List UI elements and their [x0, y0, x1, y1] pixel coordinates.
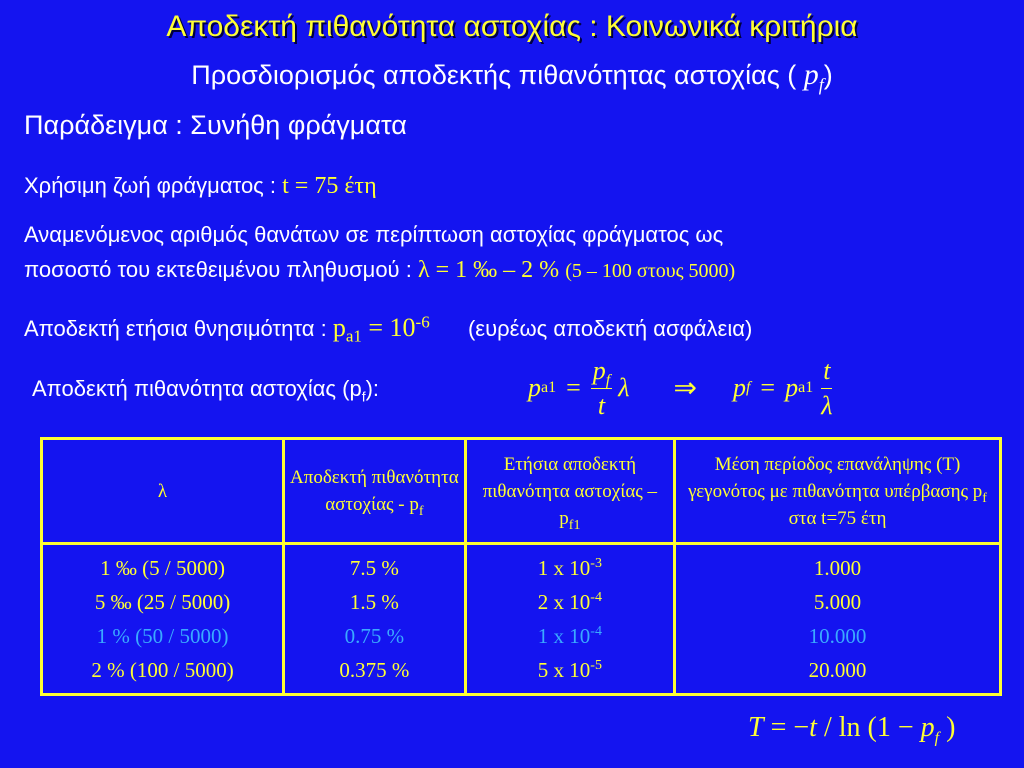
pf1-value: 5 x $10^{-5}$	[537, 658, 602, 682]
pf-value: 7.5 %	[349, 556, 399, 580]
subtitle-symbol-sub: f	[818, 74, 824, 95]
probability-label-close: ):	[365, 376, 380, 401]
cell-lambda	[42, 544, 284, 695]
table-header-row	[42, 439, 1001, 544]
return-period-value: 1.000	[813, 556, 862, 580]
formula-eq: =	[566, 373, 581, 402]
pf1-value: 1 x $10^{-4}$	[537, 624, 602, 648]
return-period-value: 5.000	[813, 590, 862, 614]
example-heading: Παράδειγμα : Συνήθη φράγματα	[24, 110, 407, 140]
deaths-label: ποσοστό του εκτεθειμένου πληθυσμού :	[24, 257, 412, 282]
formula-block: p a1 = $\frac{p_f}{t}$ λ ⇒ p f = p a1 $\frac{t}{\lambda}$	[528, 355, 833, 420]
lambda-value: 2 % (100 / 5000)	[91, 658, 234, 682]
deaths-value: λ = 1 ‰ – 2 %	[417, 257, 560, 283]
formula-num2: t	[821, 356, 832, 389]
subtitle-symbol: p	[803, 58, 819, 91]
mortality-label: Αποδεκτή ετήσια θνησιμότητα :	[24, 316, 327, 341]
pf1-value: 1 x $10^{-3}$	[537, 556, 602, 580]
cell-return-period	[675, 544, 1001, 695]
return-period-formula: $T = -t / \ln (1 - p_f$ )	[748, 712, 956, 747]
lambda-value: 1 ‰ (5 / 5000)	[100, 556, 225, 580]
life-line	[24, 173, 377, 200]
cell-pf	[284, 544, 466, 695]
formula-den: t	[597, 391, 606, 420]
life-label: Χρήσιμη ζωή φράγματος :	[24, 173, 277, 198]
header-lambda: λ	[42, 439, 284, 544]
formula-den2: λ	[821, 390, 833, 420]
subtitle-close: )	[823, 60, 833, 90]
formula-fraction-1	[591, 355, 612, 421]
probability-table	[40, 437, 1002, 696]
lambda-value: 1 % (50 / 5000)	[96, 624, 229, 648]
probability-label-sub: f	[361, 388, 366, 405]
formula-num-p: p	[592, 356, 606, 385]
formula-pa: p	[528, 373, 541, 402]
pf-value: 0.75 %	[344, 624, 405, 648]
pf-value: 0.375 %	[339, 658, 410, 682]
probability-line	[32, 376, 380, 405]
header-pf1: Ετήσια αποδεκτή πιθανότητα αστοχίας – $p_{f1}$	[465, 439, 674, 544]
slide-title: Αποδεκτή πιθανότητα αστοχίας : Κοινωνικά κριτήρια	[166, 10, 858, 43]
mortality-eq: = 10	[361, 313, 416, 342]
cell-pf1	[465, 544, 674, 695]
mortality-note: (ευρέως αποδεκτή ασφάλεια)	[467, 316, 753, 341]
header-pf: Αποδεκτή πιθανότητα αστοχίας - $p_f$	[284, 439, 466, 544]
pf1-value: 2 x $10^{-4}$	[537, 590, 602, 614]
subtitle-text: Προσδιορισμός αποδεκτής πιθανότητας αστοχίας (	[191, 60, 797, 90]
formula-pf: p	[732, 373, 746, 402]
header-return-period: Μέση περίοδος επανάληψης (Τ) γεγονότος με πιθανότητα υπέρβασης $p_f$ στα t=75 έτη	[675, 439, 1001, 544]
implies-icon: ⇒	[673, 373, 697, 404]
formula-lambda: λ	[618, 373, 630, 402]
table-row	[42, 544, 1001, 695]
pf-value: 1.5 %	[349, 590, 399, 614]
formula-fraction-2	[819, 356, 834, 421]
mortality-line	[24, 312, 753, 346]
formula-pa2: p	[785, 373, 799, 402]
mortality-symbol-sub: a1	[345, 326, 362, 346]
formula-num-sub: f	[605, 372, 611, 390]
lambda-value: 5 ‰ (25 / 5000)	[94, 590, 231, 614]
deaths-line-1: Αναμενόμενος αριθμός θανάτων σε περίπτωση αστοχίας φράγματος ως	[24, 222, 724, 247]
slide-subtitle	[0, 58, 1024, 95]
mortality-symbol: p	[332, 313, 346, 342]
return-period-value: 10.000	[808, 624, 867, 648]
deaths-range: (5 – 100 στους 5000)	[565, 260, 736, 282]
return-period-value: 20.000	[808, 658, 867, 682]
deaths-line-2	[24, 257, 735, 284]
formula-eq2: =	[760, 373, 776, 402]
life-value: t = 75 έτη	[282, 173, 377, 199]
probability-label: Αποδεκτή πιθανότητα αστοχίας (p	[32, 376, 362, 401]
mortality-exp: -6	[415, 312, 430, 332]
